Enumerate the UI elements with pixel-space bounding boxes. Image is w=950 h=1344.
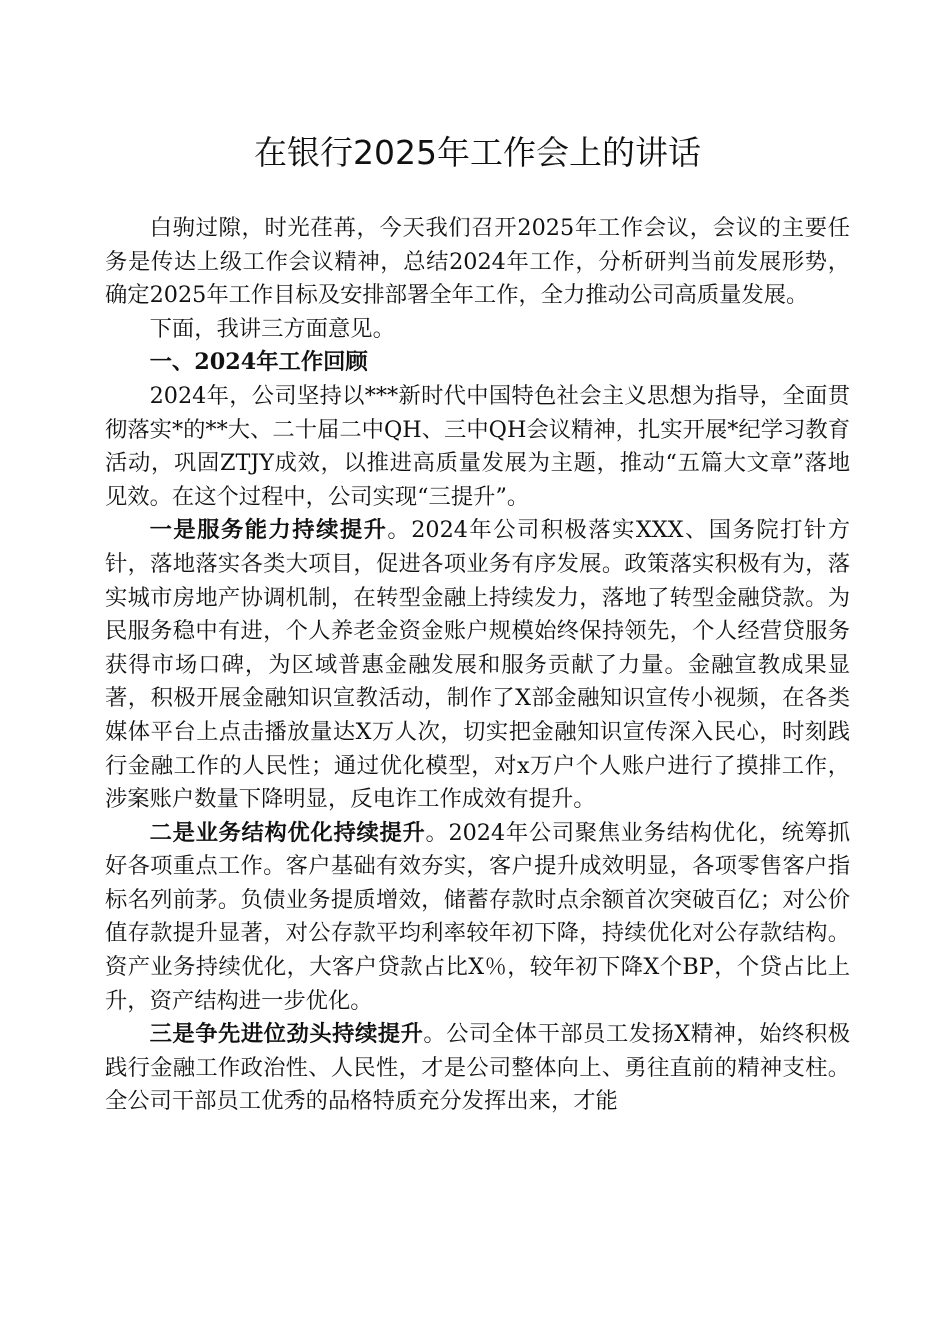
transition-paragraph: 下面，我讲三方面意见。 (149, 315, 395, 342)
point-lead-2: 二是业务结构优化持续提升 (149, 819, 426, 846)
document-page (105, 128, 850, 1119)
point-paragraph-2 (105, 817, 850, 1019)
point-body-2: 。2024年公司聚焦业务结构优化，统筹抓好各项重点工作。客户基础有效夯实，客户提升成效明显，各项零售客户指标名列前茅。负债业务提质增效，储蓄存款时点余额首次突破百亿；对公价值存款提升显著，对公存款平均利率较年初下降，持续优化对公存款结构。资产业务持续优化，大客户贷款占比X％，较年初下降X个BP，个贷占比上升，资产结构进一步优化。 (105, 819, 850, 1014)
point-paragraph-1 (105, 514, 850, 816)
intro-paragraph: 白驹过隙，时光荏苒，今天我们召开2025年工作会议，会议的主要任务是传达上级工作会议精神，总结2024年工作，分析研判当前发展形势，确定2025年工作目标及安排部署全年工作，全力推动公司高质量发展。 (105, 215, 850, 309)
document-title: 在银行2025年工作会上的讲话 (254, 133, 701, 172)
section-heading: 一、2024年工作回顾 (149, 349, 368, 376)
point-body-1: 。2024年公司积极落实XXX、国务院打针方针，落地落实各类大项目，促进各项业务有序发展。政策落实积极有为，落实城市房地产协调机制，在转型金融上持续发力，落地了转型金融贷款。为民服务稳中有进，个人养老金资金账户规模始终保持领先，个人经营贷服务获得市场口碑，为区域普惠金融发展和服务贡献了力量。金融宣教成果显著，积极开展金融知识宣教活动，制作了X部金融知识宣传小视频，在各类媒体平台上点击播放量达X万人次，切实把金融知识宣传深入民心，时刻践行金融工作的人民性；通过优化模型，对x万户个人账户进行了摸排工作，涉案账户数量下降明显，反电诈工作成效有提升。 (105, 517, 850, 813)
point-lead-3: 三是争先进位劲头持续提升 (149, 1021, 424, 1048)
section-intro-paragraph: 2024年，公司坚持以***新时代中国特色社会主义思想为指导，全面贯彻落实*的**大、二十届二中QH、三中QH会议精神，扎实开展*纪学习教育活动，巩固ZTJY成效，以推进高质量发展为主题，推动“五篇大文章”落地见效。在这个过程中，公司实现“三提升”。 (105, 382, 850, 510)
point-lead-1: 一是服务能力持续提升 (149, 517, 388, 544)
point-body-3: 。公司全体干部员工发扬X精神，始终积极践行金融工作政治性、人民性，才是公司整体向上、勇往直前的精神支柱。全公司干部员工优秀的品格特质充分发挥出来，才能 (105, 1021, 850, 1115)
point-paragraph-3 (105, 1018, 850, 1119)
